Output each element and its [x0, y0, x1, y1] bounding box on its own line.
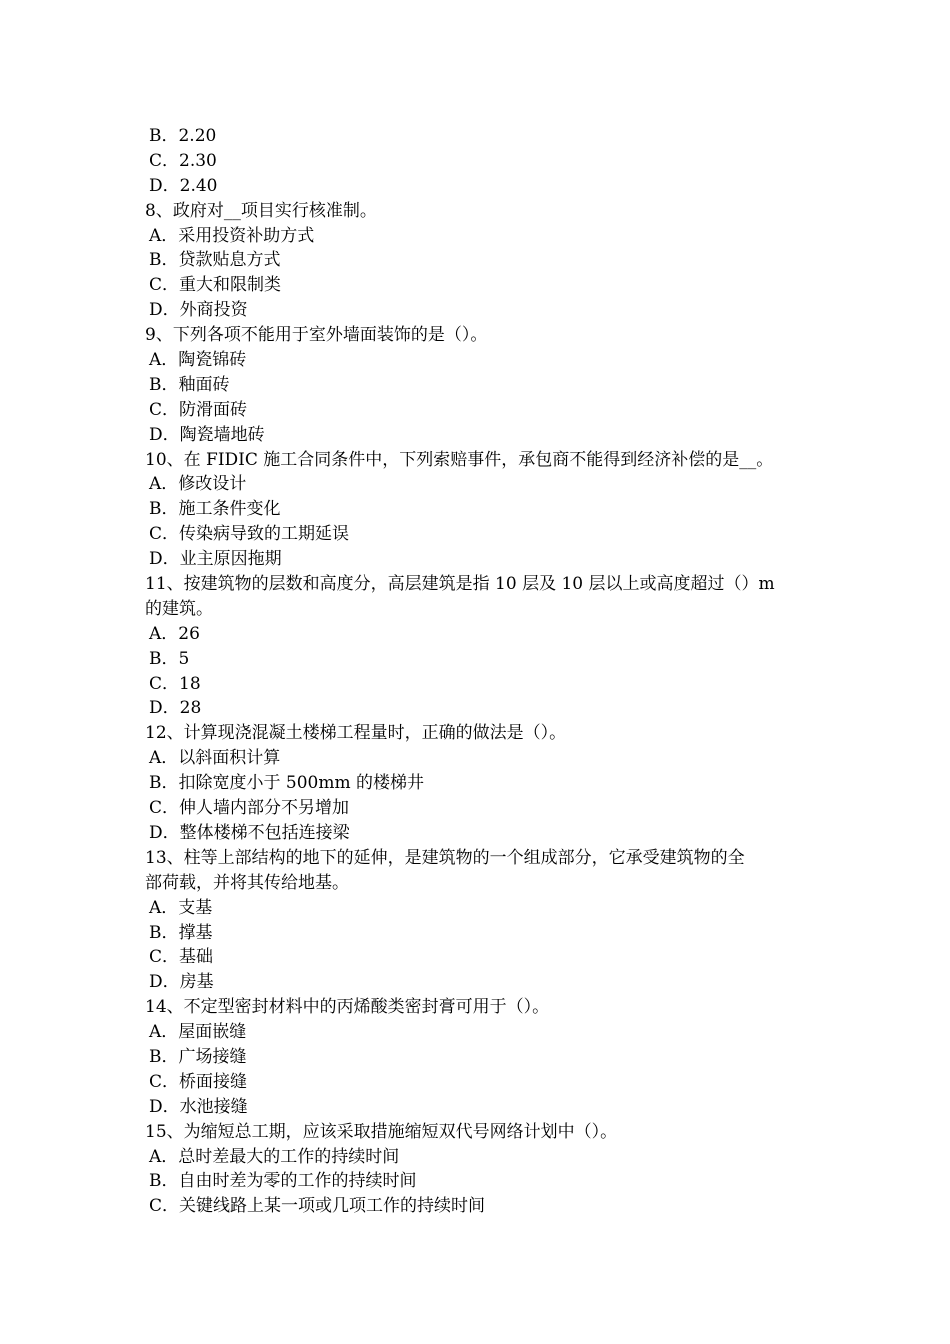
answer-option: D．房基: [149, 972, 214, 993]
answer-option: D．陶瓷墙地砖: [149, 424, 265, 445]
answer-option: D．整体楼梯不包括连接梁: [149, 822, 350, 843]
answer-option: B．撑基: [149, 922, 213, 943]
answer-option: C．桥面接缝: [149, 1071, 248, 1092]
answer-option: A．支基: [149, 897, 213, 918]
answer-option: D．2.40: [149, 175, 218, 196]
answer-option: B．广场接缝: [149, 1046, 247, 1067]
answer-option: A．以斜面积计算: [149, 748, 281, 769]
answer-option: A．总时差最大的工作的持续时间: [149, 1146, 400, 1167]
answer-option: C．传染病导致的工期延误: [149, 524, 350, 545]
answer-option: B．贷款贴息方式: [149, 250, 281, 271]
answer-option: B．釉面砖: [149, 374, 230, 395]
question-text: 10、在 FIDIC 施工合同条件中，下列索赔事件，承包商不能得到经济补偿的是__。: [145, 449, 774, 470]
answer-option: C．基础: [149, 947, 214, 968]
answer-option: C．关键线路上某一项或几项工作的持续时间: [149, 1196, 486, 1217]
question-text: 8、政府对__项目实行核准制。: [145, 200, 377, 221]
answer-option: D．业主原因拖期: [149, 549, 282, 570]
answer-option: A．修改设计: [149, 474, 247, 495]
answer-option: B．施工条件变化: [149, 499, 281, 520]
answer-option: A．屋面嵌缝: [149, 1022, 247, 1043]
answer-option: D．外商投资: [149, 300, 248, 321]
answer-option: B．5: [149, 648, 190, 669]
answer-option: A．陶瓷锦砖: [149, 350, 247, 371]
answer-option: D．水池接缝: [149, 1096, 248, 1117]
answer-option: C．2.30: [149, 150, 217, 171]
question-text: 15、为缩短总工期，应该采取措施缩短双代号网络计划中（）。: [145, 1121, 618, 1142]
answer-option: B．2.20: [149, 126, 217, 146]
question-text: 9、下列各项不能用于室外墙面装饰的是（）。: [145, 325, 488, 346]
answer-option: C．重大和限制类: [149, 275, 282, 296]
answer-option: A．26: [149, 623, 200, 644]
question-text: 11、按建筑物的层数和高度分，高层建筑是指 10 层及 10 层以上或高度超过（）m: [145, 574, 775, 595]
document-page: [145, 124, 810, 1219]
question-text: 14、不定型密封材料中的丙烯酸类密封膏可用于（）。: [145, 997, 550, 1018]
question-text: 的建筑。: [145, 598, 213, 619]
question-text: 部荷载，并将其传给地基。: [145, 872, 349, 893]
answer-option: B．扣除宽度小于 500mm 的楼梯井: [149, 773, 424, 794]
question-text: 13、柱等上部结构的地下的延伸，是建筑物的一个组成部分，它承受建筑物的全: [145, 847, 745, 868]
question-text: 12、计算现浇混凝土楼梯工程量时，正确的做法是（）。: [145, 723, 567, 744]
answer-option: D．28: [149, 698, 202, 719]
answer-option: A．采用投资补助方式: [149, 225, 315, 246]
answer-option: B．自由时差为零的工作的持续时间: [149, 1171, 417, 1192]
answer-option: C．伸人墙内部分不另增加: [149, 798, 350, 819]
answer-option: C．18: [149, 673, 201, 694]
answer-option: C．防滑面砖: [149, 399, 248, 420]
